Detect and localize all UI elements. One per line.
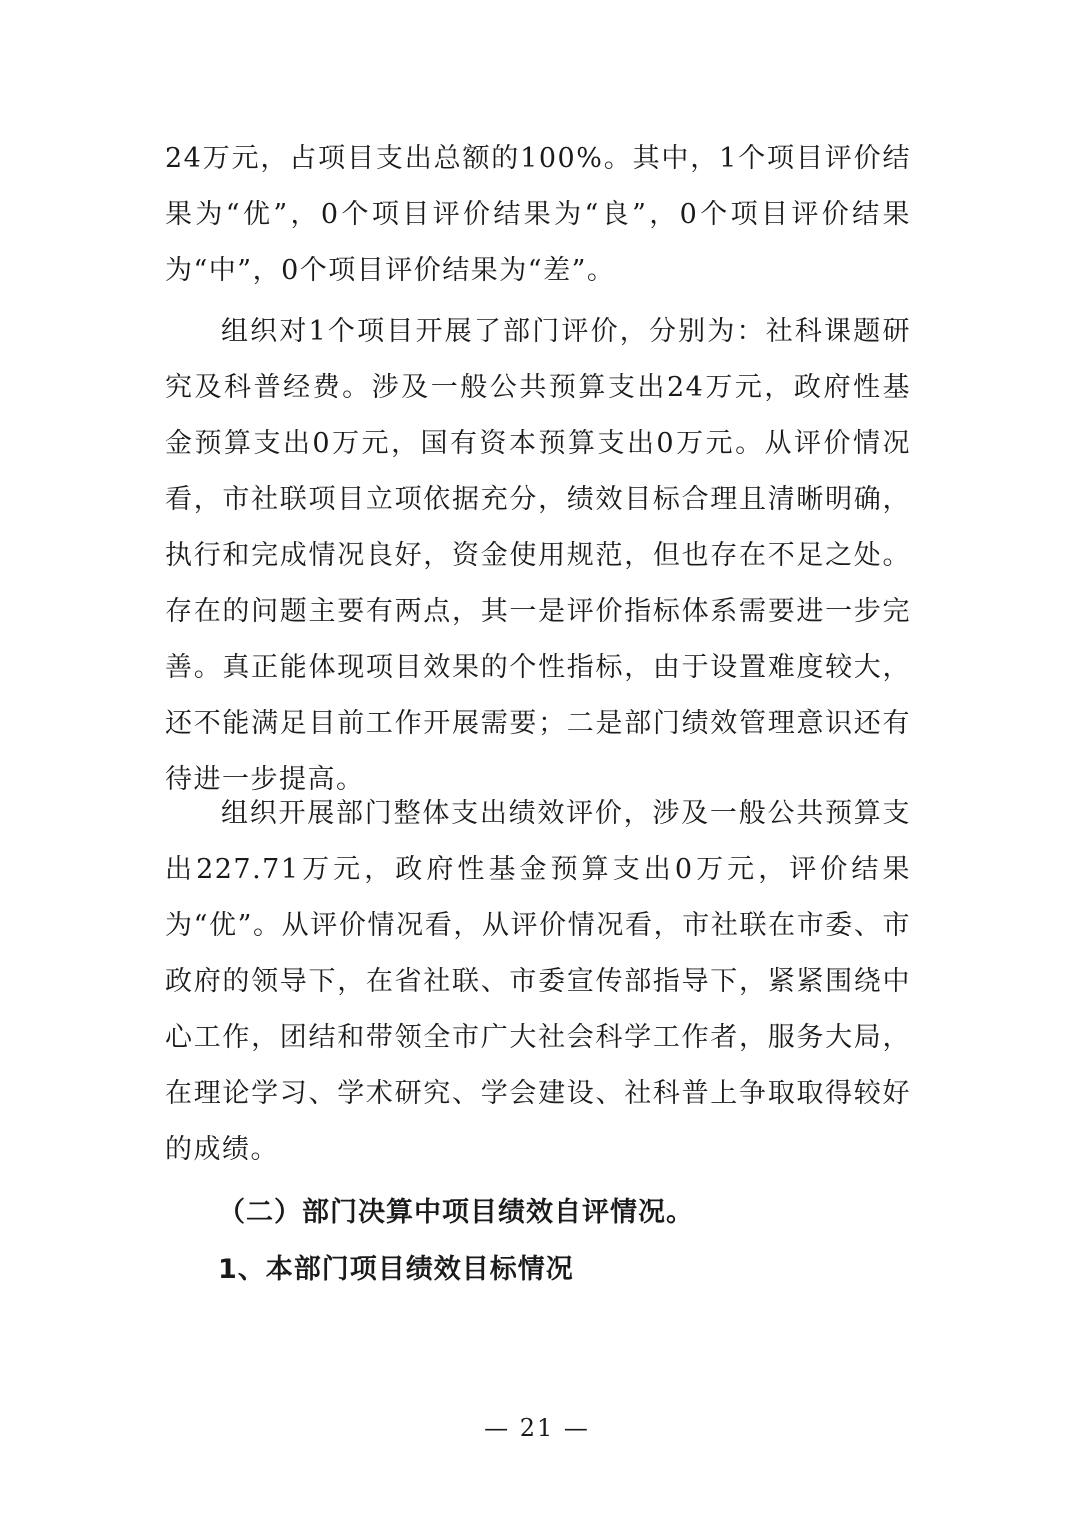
- body-paragraph-department-evaluation: 组织对1个项目开展了部门评价，分别为：社科课题研究及科普经费。涉及一般公共预算支出24万元，政府性基金预算支出0万元，国有资本预算支出0万元。从评价情况看，市社联项目立项依据充分，绩效目标合理且清晰明确，执行和完成情况良好，资金使用规范，但也存在不足之处。存在的问题主要有两点，其一是评价指标体系需要进一步完善。真正能体现项目效果的个性指标，由于设置难度较大，还不能满足目前工作开展需要；二是部门绩效管理意识还有待进一步提高。: [165, 316, 911, 795]
- page-number: — 21 —: [484, 1414, 590, 1442]
- section-heading-self-evaluation: （二）部门决算中项目绩效自评情况。: [218, 1197, 694, 1228]
- body-paragraph-overall-evaluation: 组织开展部门整体支出绩效评价，涉及一般公共预算支出227.71万元，政府性基金预算支出0万元，评价结果为“优”。从评价情况看，从评价情况看，市社联在市委、市政府的领导下，在省社联、市委宣传部指导下，紧紧围绕中心工作，团结和带领全市广大社会科学工作者，服务大局，在理论学习、学术研究、学会建设、社科普上争取取得较好的成绩。: [165, 798, 911, 1165]
- subsection-heading-performance-targets: 1、本部门项目绩效目标情况: [218, 1254, 574, 1285]
- body-paragraph-continued: 24万元，占项目支出总额的100%。其中，1个项目评价结果为“优”，0个项目评价结果为“良”，0个项目评价结果为“中”，0个项目评价结果为“差”。: [165, 143, 911, 286]
